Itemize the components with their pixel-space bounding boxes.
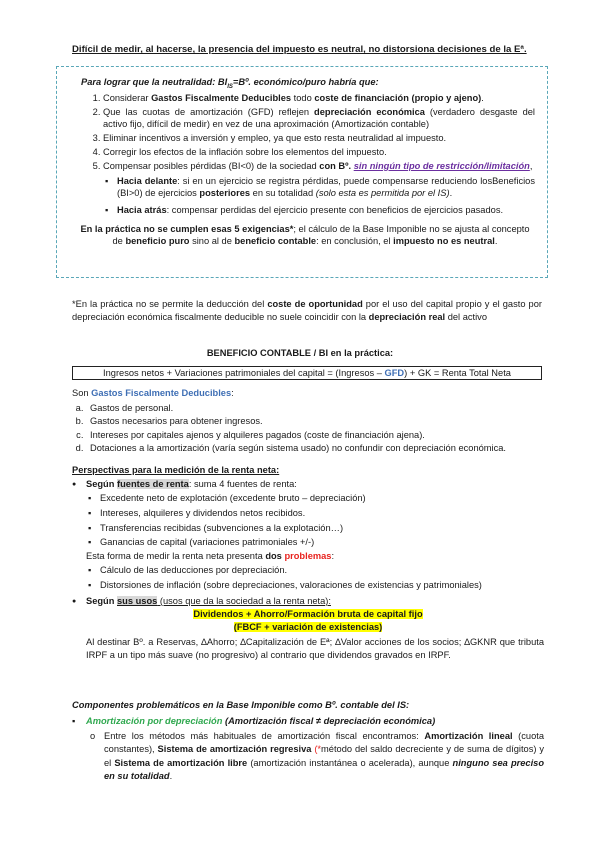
reserves-paragraph: Al destinar Bº. a Reservas, ∆Ahorro; ∆Capitalización de Eª; ∆Valor acciones de los socios; ∆GKNR que tributa IRPF a un tipo más suave (no progresivo) al contrario que dividendos gravados en IRPF.	[86, 636, 544, 661]
section-heading: Perspectivas para la medición de la renta neta:	[72, 465, 280, 475]
neutrality-requirements-list	[75, 92, 535, 216]
list-item: ● Según fuentes de renta: suma 4 fuentes de renta:	[72, 478, 544, 491]
list-item: ▪ Intereses, alquileres y dividendos netos recibidos.	[100, 506, 544, 521]
problems-list	[72, 563, 544, 593]
list-item: 5. Compensar posibles pérdidas (BI<0) de la sociedad con Bº. sin ningún tipo de restricción/limitación, ▪ Hacia delante: si en un ejercicio se registra pérdidas, puede compensarse reduciendo losBeneficios (BI>0) de ejercicios posteriores en su totalidad (solo esta es permitida por el IS). ▪ Hacia atrás: compensar perdidas del ejercicio presente con beneficios de ejercicios pasados.	[103, 160, 535, 216]
list-item: ▪ Amortización por depreciación (Amortización fiscal ≠ depreciación económica)	[72, 715, 544, 728]
list-item: o Entre los métodos más habituales de amortización fiscal encontramos: Amortización lineal (cuota constantes), Sistema de amortización regresiva (*método del saldo decreciente y de suma de dígitos) y el Sistema de amortización libre (amortización instantánea o acelerada), aunque ninguno sea preciso en su totalidad.	[72, 730, 544, 784]
income-formula: Ingresos netos + Variaciones patrimoniales del capital = (Ingresos – GFD) + GK = Renta Total Neta	[72, 366, 542, 380]
problems-intro: Esta forma de medir la renta neta presenta dos problemas:	[86, 551, 335, 562]
list-item: b. Gastos necesarios para obtener ingresos.	[86, 415, 556, 428]
deductible-expenses-list	[72, 402, 556, 456]
box-conclusion: En la práctica no se cumplen esas 5 exigencias*; el cálculo de la Base Imponible no se ajusta al concepto de beneficio puro sino al de beneficio contable: en conclusión, el impuesto no es neutral.	[80, 223, 530, 247]
list-item: ▪ Cálculo de las deducciones por depreciación.	[100, 563, 544, 578]
deductible-expenses-intro: Son Gastos Fiscalmente Deducibles:	[72, 388, 234, 398]
compensation-sublist	[103, 175, 535, 216]
footnote: *En la práctica no se permite la deducción del coste de oportunidad por el uso del capital propio y el gasto por depreciación económica fiscalmente deducible no suele coincidir con la depreciación real del activo	[72, 299, 542, 322]
list-item: ▪ Hacia delante: si en un ejercicio se registra pérdidas, puede compensarse reduciendo losBeneficios (BI>0) de ejercicios posteriores en su totalidad (solo esta es permitida por el IS).	[117, 175, 535, 199]
list-item: ▪ Distorsiones de inflación (sobre depreciaciones, valoraciones de existencias y patrimoniales)	[100, 578, 544, 593]
list-item: a. Gastos de personal.	[86, 402, 556, 415]
list-item: ▪ Excedente neto de explotación (excedente bruto – depreciación)	[100, 491, 544, 506]
page-title: Difícil de medir, al hacerse, la presencia del impuesto es neutral, no distorsiona decisiones de la Eª.	[72, 44, 527, 55]
box-lead: Para lograr que la neutralidad: $BI_{IS}=Bº$. económico/puro habría que:	[81, 77, 379, 90]
list-item: d. Dotaciones a la amortización (varía según sistema usado) no confundir con depreciación económica.	[86, 442, 556, 455]
list-item: 1. Considerar Gastos Fiscalmente Deducibles todo coste de financiación (propio y ajeno).	[103, 92, 535, 104]
list-item: c. Intereses por capitales ajenos y alquileres pagados (coste de financiación ajena).	[86, 429, 556, 442]
list-item: ● Según sus usos (usos que da la sociedad a la renta neta):	[72, 595, 544, 608]
highlight-formula: (FBCF + variación de existencias)	[233, 621, 383, 632]
list-item: ▪ Ganancias de capital (variaciones patrimoniales +/-)	[100, 535, 544, 550]
list-item: 4. Corregir los efectos de la inflación sobre los elementos del impuesto.	[103, 146, 535, 158]
income-sources-list	[72, 491, 544, 550]
highlight-formula: Dividendos + Ahorro/Formación bruta de capital fijo	[193, 608, 423, 619]
list-item: 3. Eliminar incentivos a inversión y empleo, ya que esto resta neutralidad al impuesto.	[103, 132, 535, 144]
list-item: 2. Que las cuotas de amortización (GFD) reflejen depreciación económica (verdadero desgaste del activo fijo, difícil de medir) en vez de una aproximación (Amortización contable)	[103, 106, 535, 130]
list-item: ▪ Hacia atrás: compensar perdidas del ejercicio presente con beneficios de ejercicios pasados.	[117, 204, 535, 216]
components-list	[72, 715, 544, 784]
perspectives-list	[72, 478, 544, 663]
neutrality-box	[56, 66, 548, 278]
section-heading: Componentes problemáticos en la Base Imponible como Bº. contable del IS:	[72, 700, 410, 710]
section-heading: BENEFICIO CONTABLE / BI en la práctica:	[206, 348, 394, 358]
list-item: ▪ Transferencias recibidas (subvenciones a la explotación…)	[100, 521, 544, 536]
